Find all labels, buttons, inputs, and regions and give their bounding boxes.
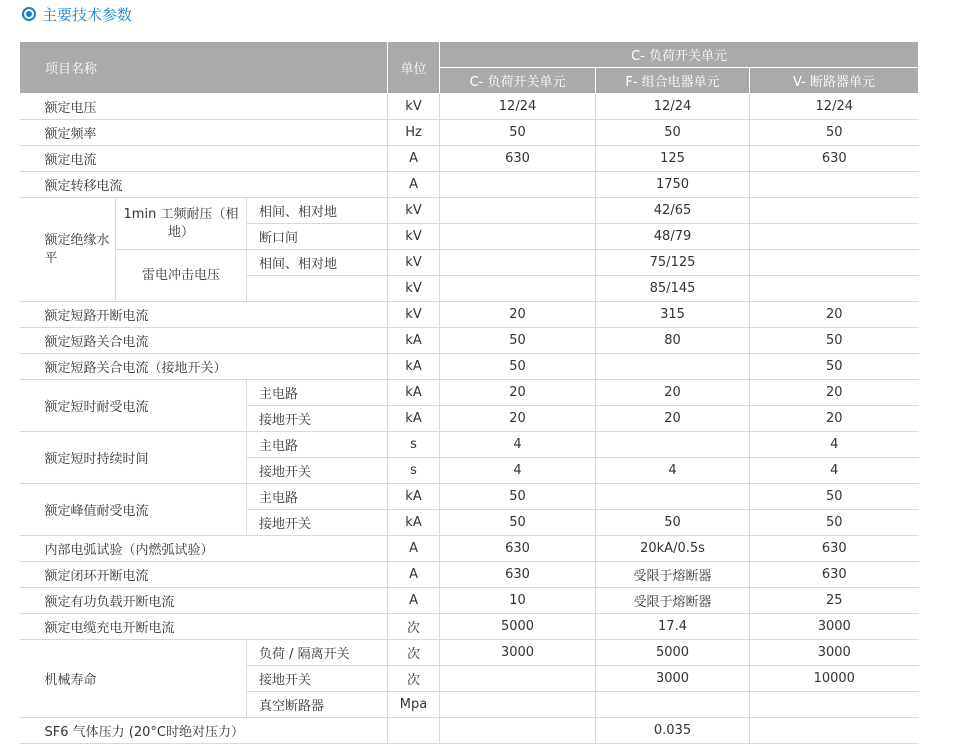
row-unit: A: [388, 146, 440, 172]
row-name: 额定短时耐受电流: [20, 380, 247, 432]
row-value-c: 5000: [440, 614, 596, 640]
row-value-c: 3000: [440, 640, 596, 666]
row-value-v: 25: [750, 588, 919, 614]
row-value-c: 50: [440, 120, 596, 146]
row-name: 额定电流: [20, 146, 388, 172]
row-value-f: 85/145: [596, 276, 750, 302]
table-row: [20, 302, 919, 328]
table-row: [20, 146, 919, 172]
row-value-c: 20: [440, 380, 596, 406]
row-value-f: 1750: [596, 172, 750, 198]
table-row: [20, 250, 919, 276]
row-unit: 次: [388, 640, 440, 666]
header-col-v: V- 断路器单元: [750, 68, 919, 94]
row-name: SF6 气体压力 (20°C时绝对压力）: [20, 718, 388, 744]
row-unit: kA: [388, 328, 440, 354]
row-value-v: [750, 276, 919, 302]
table-row: [20, 354, 919, 380]
row-unit: s: [388, 432, 440, 458]
row-value-c: [440, 666, 596, 692]
header-col-c: C- 负荷开关单元: [440, 68, 596, 94]
row-sub2: 接地开关: [247, 510, 388, 536]
row-value-f: 50: [596, 120, 750, 146]
row-value-f: 12/24: [596, 94, 750, 120]
row-sub2: 接地开关: [247, 458, 388, 484]
row-unit: kV: [388, 198, 440, 224]
row-value-c: 4: [440, 432, 596, 458]
table-row: [20, 614, 919, 640]
row-value-v: 4: [750, 458, 919, 484]
row-value-v: 630: [750, 536, 919, 562]
row-sub2: 负荷 / 隔离开关: [247, 640, 388, 666]
table-row: [20, 94, 919, 120]
row-unit: kA: [388, 510, 440, 536]
row-value-v: [750, 250, 919, 276]
row-value-c: [440, 224, 596, 250]
header-unit: 单位: [388, 42, 440, 94]
table-row: [20, 328, 919, 354]
table-row: [20, 380, 919, 406]
row-unit: 次: [388, 666, 440, 692]
row-value-f: 48/79: [596, 224, 750, 250]
row-value-c: 630: [440, 562, 596, 588]
row-value-v: 50: [750, 328, 919, 354]
row-value-v: 50: [750, 510, 919, 536]
row-value-f: 20kA/0.5s: [596, 536, 750, 562]
row-value-v: 12/24: [750, 94, 919, 120]
row-value-f: 315: [596, 302, 750, 328]
row-unit: kV: [388, 250, 440, 276]
row-sub: 雷电冲击电压: [116, 250, 247, 302]
row-sub2: 断口间: [247, 224, 388, 250]
row-value-c: 20: [440, 406, 596, 432]
row-value-v: 630: [750, 146, 919, 172]
row-value-v: [750, 692, 919, 718]
row-value-v: [750, 224, 919, 250]
row-sub2: 主电路: [247, 432, 388, 458]
row-unit: A: [388, 588, 440, 614]
table-row: [20, 562, 919, 588]
row-value-c: 50: [440, 354, 596, 380]
row-value-c: [440, 198, 596, 224]
row-unit: Hz: [388, 120, 440, 146]
table-row: [20, 120, 919, 146]
row-unit: 次: [388, 614, 440, 640]
row-value-v: 20: [750, 302, 919, 328]
row-value-v: 4: [750, 432, 919, 458]
row-value-c: [440, 172, 596, 198]
row-value-v: 630: [750, 562, 919, 588]
row-unit: A: [388, 562, 440, 588]
row-value-f: 17.4: [596, 614, 750, 640]
row-value-f: 受限于熔断器: [596, 588, 750, 614]
row-sub2: 真空断路器: [247, 692, 388, 718]
row-value-v: [750, 198, 919, 224]
row-unit: kA: [388, 380, 440, 406]
row-value-v: 50: [750, 484, 919, 510]
row-sub2: 主电路: [247, 484, 388, 510]
row-sub2: 相间、相对地: [247, 250, 388, 276]
row-value-v: [750, 718, 919, 744]
row-name: 额定短路关合电流: [20, 328, 388, 354]
row-name: 额定频率: [20, 120, 388, 146]
row-name: 额定短时持续时间: [20, 432, 247, 484]
row-value-v: 50: [750, 354, 919, 380]
row-value-f: 50: [596, 510, 750, 536]
row-value-c: 630: [440, 146, 596, 172]
row-unit: s: [388, 458, 440, 484]
row-value-c: 12/24: [440, 94, 596, 120]
row-unit: A: [388, 172, 440, 198]
row-unit: kV: [388, 276, 440, 302]
section-title-text: 主要技术参数: [42, 5, 133, 24]
row-sub2: 接地开关: [247, 406, 388, 432]
row-value-v: 10000: [750, 666, 919, 692]
row-value-f: 125: [596, 146, 750, 172]
row-name: 额定电压: [20, 94, 388, 120]
row-unit: kA: [388, 406, 440, 432]
row-value-v: 3000: [750, 640, 919, 666]
row-value-v: 3000: [750, 614, 919, 640]
row-value-v: 50: [750, 120, 919, 146]
row-unit: [388, 718, 440, 744]
row-value-c: 4: [440, 458, 596, 484]
row-value-v: [750, 172, 919, 198]
row-value-c: [440, 718, 596, 744]
row-value-c: 50: [440, 510, 596, 536]
row-name: 额定峰值耐受电流: [20, 484, 247, 536]
row-sub2: 主电路: [247, 380, 388, 406]
table-row: [20, 198, 919, 224]
row-name: 额定短路开断电流: [20, 302, 388, 328]
row-name: 额定闭环开断电流: [20, 562, 388, 588]
row-unit: Mpa: [388, 692, 440, 718]
row-value-f: 80: [596, 328, 750, 354]
row-unit: kV: [388, 94, 440, 120]
row-sub2: 相间、相对地: [247, 198, 388, 224]
row-value-f: [596, 692, 750, 718]
row-name: 额定转移电流: [20, 172, 388, 198]
row-value-f: 20: [596, 406, 750, 432]
row-name: 额定绝缘水平: [20, 198, 116, 302]
table-row: [20, 718, 919, 744]
row-value-c: [440, 276, 596, 302]
row-value-c: 50: [440, 328, 596, 354]
section-title: [22, 3, 132, 25]
row-value-v: 20: [750, 406, 919, 432]
row-sub: 1min 工频耐压（相地）: [116, 198, 247, 250]
table-row: [20, 432, 919, 458]
row-value-f: 5000: [596, 640, 750, 666]
row-name: 额定有功负载开断电流: [20, 588, 388, 614]
row-unit: kA: [388, 484, 440, 510]
row-value-f: [596, 484, 750, 510]
table-row: [20, 172, 919, 198]
row-unit: kV: [388, 302, 440, 328]
row-value-f: 0.035: [596, 718, 750, 744]
row-value-c: 20: [440, 302, 596, 328]
row-value-c: [440, 692, 596, 718]
row-sub2: 接地开关: [247, 666, 388, 692]
row-value-f: 42/65: [596, 198, 750, 224]
row-value-f: 75/125: [596, 250, 750, 276]
table-row: [20, 640, 919, 666]
table-row: [20, 536, 919, 562]
row-value-f: 20: [596, 380, 750, 406]
row-unit: kV: [388, 224, 440, 250]
header-group: C- 负荷开关单元: [440, 42, 919, 68]
header-col-f: F- 组合电器单元: [596, 68, 750, 94]
row-value-f: 受限于熔断器: [596, 562, 750, 588]
row-value-f: [596, 432, 750, 458]
row-value-c: 50: [440, 484, 596, 510]
row-name: 内部电弧试验（内燃弧试验）: [20, 536, 388, 562]
row-value-c: [440, 250, 596, 276]
table-row: [20, 588, 919, 614]
row-value-c: 10: [440, 588, 596, 614]
row-value-v: 20: [750, 380, 919, 406]
row-unit: A: [388, 536, 440, 562]
row-value-c: 630: [440, 536, 596, 562]
row-sub2: [247, 276, 388, 302]
spec-table: [19, 41, 919, 744]
row-name: 额定短路关合电流（接地开关）: [20, 354, 388, 380]
row-value-f: 4: [596, 458, 750, 484]
row-value-f: 3000: [596, 666, 750, 692]
row-value-f: [596, 354, 750, 380]
row-name: 机械寿命: [20, 640, 247, 718]
table-row: [20, 484, 919, 510]
header-item-name: 项目名称: [20, 42, 388, 94]
row-name: 额定电缆充电开断电流: [20, 614, 388, 640]
radio-bullet-icon: [22, 7, 36, 21]
row-unit: kA: [388, 354, 440, 380]
